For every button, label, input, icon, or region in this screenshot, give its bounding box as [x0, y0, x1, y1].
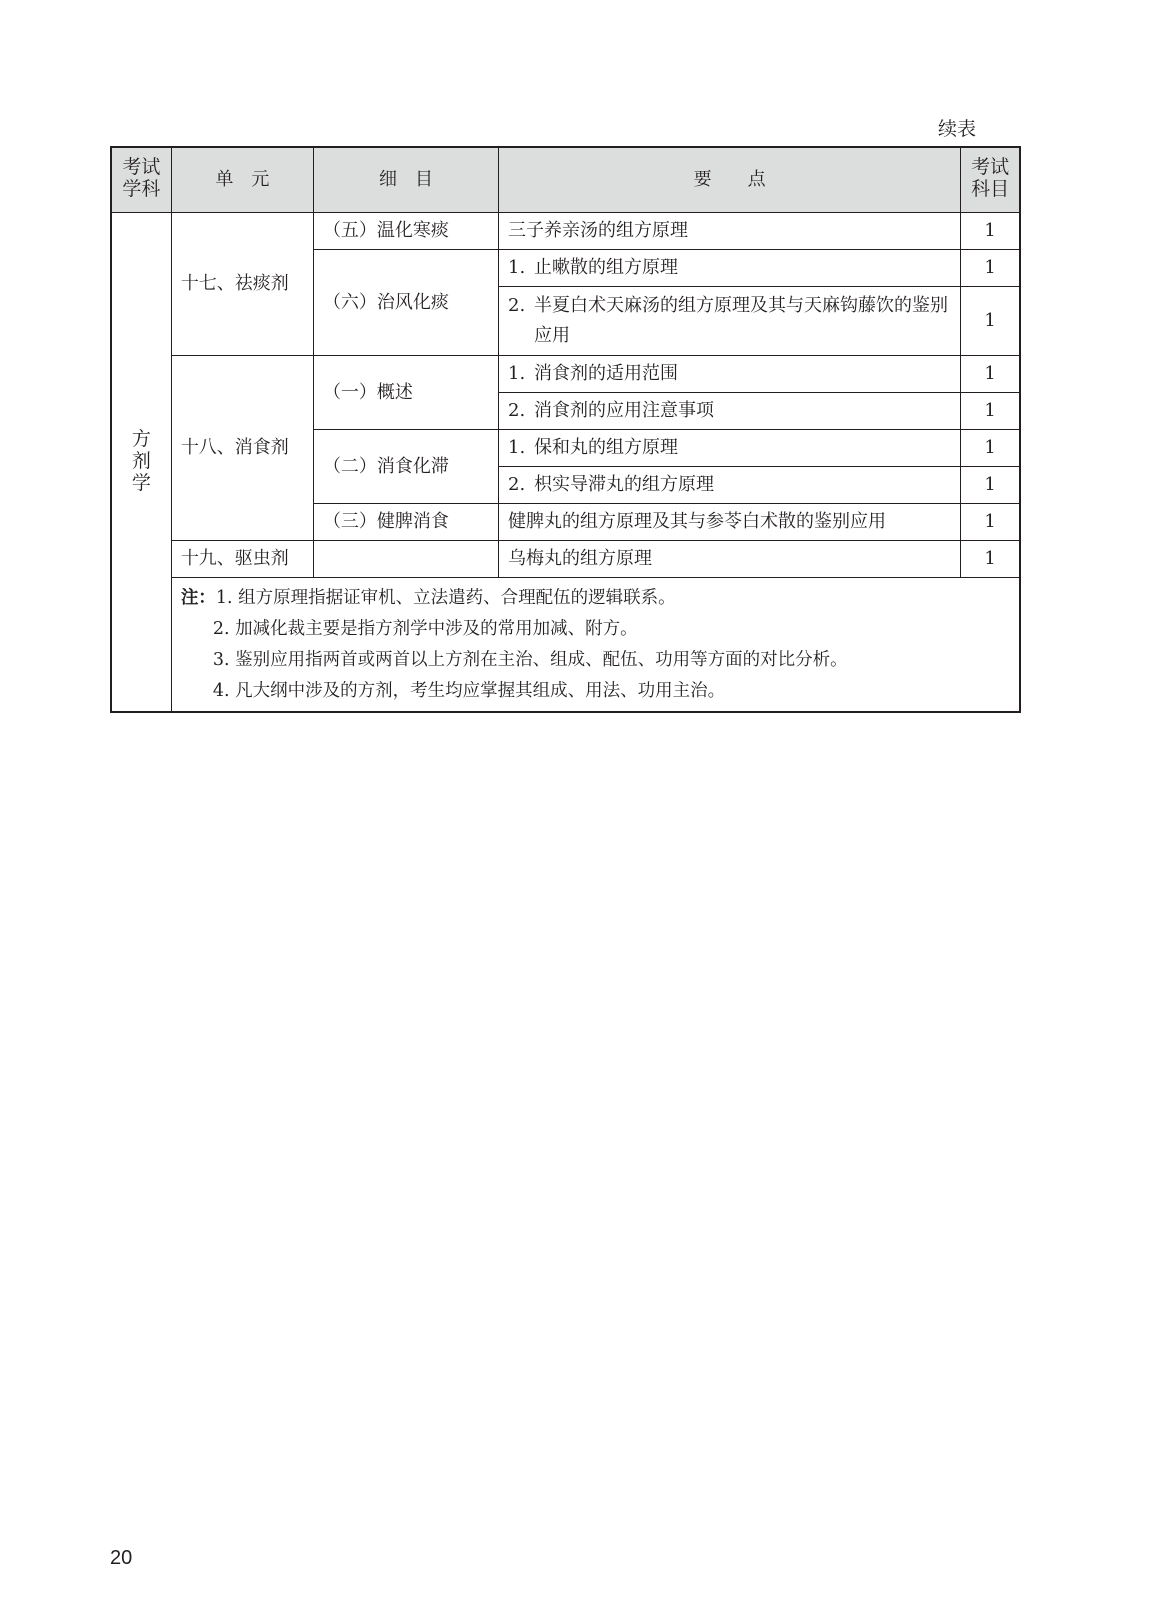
level-cell: 1: [961, 356, 1020, 393]
point-cell: 2. 枳实导滞丸的组方原理: [499, 467, 961, 504]
table-row: [111, 213, 1020, 250]
point-cell: 2. 半夏白术天麻汤的组方原理及其与天麻钩藤饮的鉴别应用: [499, 287, 961, 356]
level-cell: 1: [961, 467, 1020, 504]
unit-cell: 十九、驱虫剂: [171, 541, 313, 578]
header-level: 考试科目: [961, 147, 1020, 213]
detail-cell: （六）治风化痰: [313, 250, 498, 356]
point-cell: 2. 消食剂的应用注意事项: [499, 393, 961, 430]
table-row: [111, 356, 1020, 393]
point-cell: 乌梅丸的组方原理: [499, 541, 961, 578]
level-cell: 1: [961, 287, 1020, 356]
level-cell: 1: [961, 213, 1020, 250]
detail-cell: （五）温化寒痰: [313, 213, 498, 250]
header-unit: 单 元: [171, 147, 313, 213]
note-item: 4. 凡大纲中涉及的方剂，考生均应掌握其组成、用法、功用主治。: [212, 681, 726, 701]
note-item: 注：1. 组方原理指据证审机、立法遣药、合理配伍的逻辑联系。: [180, 588, 676, 608]
point-cell: 1. 止嗽散的组方原理: [499, 250, 961, 287]
header-subject: 考试学科: [111, 147, 171, 213]
level-cell: 1: [961, 541, 1020, 578]
table-row: [111, 541, 1020, 578]
level-cell: 1: [961, 504, 1020, 541]
table-header-row: [111, 147, 1020, 213]
syllabus-table: [110, 146, 1021, 713]
continued-table-label: 续表: [937, 118, 976, 140]
point-cell: 1. 消食剂的适用范围: [499, 356, 961, 393]
header-detail: 细 目: [313, 147, 498, 213]
detail-cell: （二）消食化滞: [313, 430, 498, 504]
level-cell: 1: [961, 393, 1020, 430]
detail-cell: （三）健脾消食: [313, 504, 498, 541]
unit-cell: 十八、消食剂: [171, 356, 313, 541]
point-cell: 健脾丸的组方原理及其与参苓白术散的鉴别应用: [499, 504, 961, 541]
point-cell: 三子养亲汤的组方原理: [499, 213, 961, 250]
detail-cell: （一）概述: [313, 356, 498, 430]
subject-cell: 方剂学: [111, 213, 171, 713]
notes-row: [111, 578, 1020, 713]
page-number: 20: [110, 1547, 133, 1569]
detail-cell: [313, 541, 498, 578]
notes-cell: [171, 578, 1020, 713]
unit-cell: 十七、祛痰剂: [171, 213, 313, 356]
note-item: 3. 鉴别应用指两首或两首以上方剂在主治、组成、配伍、功用等方面的对比分析。: [212, 650, 848, 670]
level-cell: 1: [961, 430, 1020, 467]
point-cell: 1. 保和丸的组方原理: [499, 430, 961, 467]
level-cell: 1: [961, 250, 1020, 287]
header-points: 要 点: [499, 147, 961, 213]
note-item: 2. 加减化裁主要是指方剂学中涉及的常用加减、附方。: [212, 619, 638, 639]
